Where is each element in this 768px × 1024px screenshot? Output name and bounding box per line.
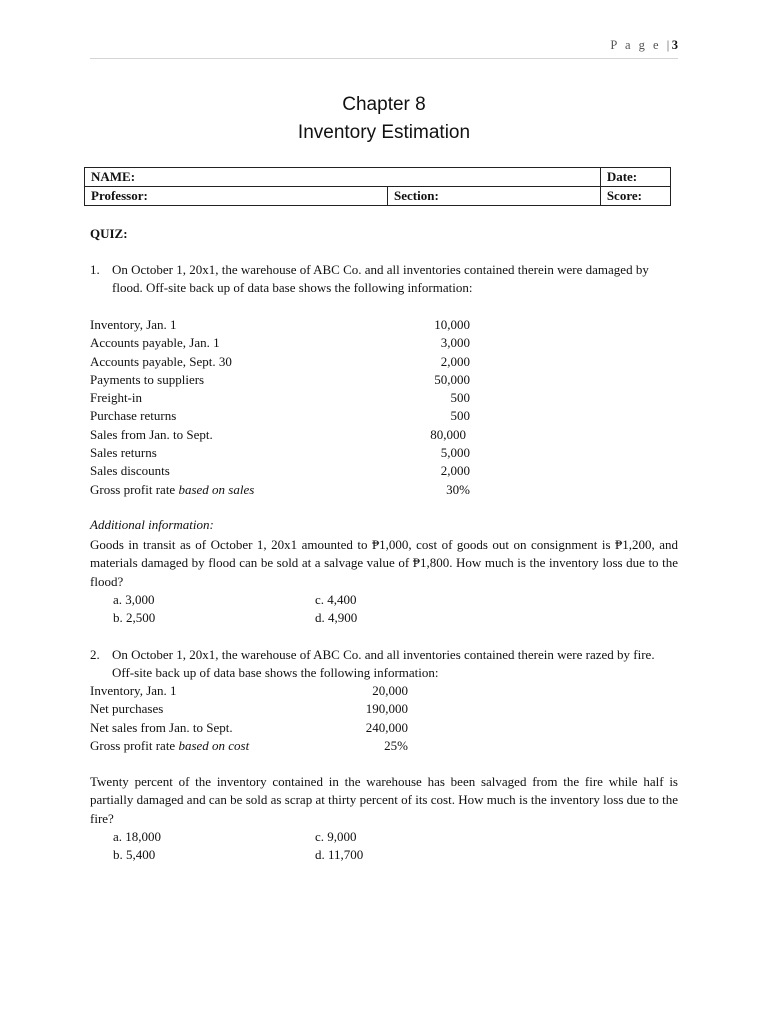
item-label: Gross profit rate bbox=[90, 737, 176, 753]
item-value: 80,000 bbox=[430, 426, 466, 442]
list-item bbox=[90, 700, 408, 718]
item-label: Net sales from Jan. to Sept. bbox=[90, 719, 233, 735]
choice-a[interactable]: a. 18,000 bbox=[113, 829, 162, 844]
item-label: Accounts payable, Jan. 1 bbox=[90, 335, 220, 351]
item-label: Sales from Jan. to Sept. bbox=[90, 426, 213, 442]
item-label: Sales discounts bbox=[90, 463, 170, 479]
item-label: Accounts payable, Sept. 30 bbox=[90, 353, 232, 369]
list-item bbox=[90, 444, 470, 462]
item-label: Net purchases bbox=[90, 701, 164, 717]
item-value: 500 bbox=[450, 390, 470, 406]
item-value: 190,000 bbox=[365, 701, 408, 717]
list-item bbox=[90, 481, 470, 499]
item-label: Freight-in bbox=[90, 390, 142, 406]
q1-additional-text: Goods in transit as of October 1, 20x1 amounted to ₱1,000, cost of goods out on consignment is ₱1,200, and materials damaged by flood can be sold at a salvage value of ₱1,800. How much is the inventory loss due to the flood? bbox=[90, 537, 678, 589]
item-label-italic: based on sales bbox=[178, 481, 255, 497]
choice-d[interactable]: d. 11,700 bbox=[315, 847, 364, 863]
item-label: Inventory, Jan. 1 bbox=[90, 683, 177, 698]
item-value: 5,000 bbox=[440, 445, 470, 461]
date-cell: Date: bbox=[600, 168, 670, 187]
q1-choices bbox=[113, 591, 513, 628]
item-value: 500 bbox=[450, 408, 470, 424]
student-info-table bbox=[84, 167, 671, 206]
professor-cell: Professor: bbox=[85, 187, 388, 206]
page-number: 3 bbox=[671, 38, 678, 52]
q2-data-list bbox=[90, 682, 408, 755]
question-2 bbox=[90, 646, 678, 683]
item-value: 2,000 bbox=[440, 463, 470, 479]
q1-data-list bbox=[90, 316, 470, 499]
choice-b[interactable]: b. 5,400 bbox=[113, 847, 156, 863]
list-item bbox=[90, 462, 470, 480]
item-value: 240,000 bbox=[365, 719, 408, 735]
choice-b[interactable]: b. 2,500 bbox=[113, 610, 156, 626]
item-value: 3,000 bbox=[440, 335, 470, 351]
name-cell: NAME: bbox=[85, 168, 601, 187]
list-item bbox=[90, 737, 408, 755]
item-label: Inventory, Jan. 1 bbox=[90, 317, 177, 332]
list-item bbox=[90, 389, 470, 407]
item-value: 20,000 bbox=[372, 683, 408, 698]
choice-c[interactable]: c. 4,400 bbox=[315, 592, 357, 607]
item-value: 50,000 bbox=[434, 371, 470, 387]
item-value: 2,000 bbox=[440, 353, 470, 369]
page-separator: | bbox=[666, 38, 672, 52]
page-number-header bbox=[610, 38, 678, 53]
item-label-italic: based on cost bbox=[178, 737, 250, 753]
item-label: Gross profit rate bbox=[90, 481, 176, 497]
chapter-title: Chapter 8 bbox=[342, 94, 426, 115]
list-item bbox=[90, 682, 408, 700]
list-item bbox=[90, 353, 470, 371]
choice-c[interactable]: c. 9,000 bbox=[315, 829, 357, 844]
choice-d[interactable]: d. 4,900 bbox=[315, 610, 358, 626]
list-item bbox=[90, 407, 470, 425]
question-text: On October 1, 20x1, the warehouse of ABC Co. and all inventories contained therein were damaged by flood. Off-site back up of data base shows the following information: bbox=[112, 262, 649, 296]
choice-a[interactable]: a. 3,000 bbox=[113, 592, 155, 607]
question-number: 2. bbox=[90, 647, 100, 662]
item-value: 10,000 bbox=[434, 317, 470, 332]
question-number: 1. bbox=[90, 262, 100, 277]
list-item bbox=[90, 316, 470, 334]
list-item bbox=[90, 719, 408, 737]
item-value: 25% bbox=[384, 737, 408, 753]
q2-additional-text: Twenty percent of the inventory contained in the warehouse has been salvaged from the fire while half is partially damaged and can be sold as scrap at thirty percent of its cost. How much is the inventory loss due to the fire? bbox=[90, 774, 678, 826]
item-value: 30% bbox=[446, 481, 470, 497]
section-cell: Section: bbox=[388, 187, 601, 206]
additional-info-label: Additional information: bbox=[90, 517, 214, 532]
list-item bbox=[90, 334, 470, 352]
question-text: On October 1, 20x1, the warehouse of ABC Co. and all inventories contained therein were razed by fire. Off-site back up of data base shows the following information: bbox=[112, 647, 655, 681]
score-cell: Score: bbox=[600, 187, 670, 206]
chapter-subtitle: Inventory Estimation bbox=[297, 122, 471, 143]
quiz-label: QUIZ: bbox=[90, 226, 128, 241]
item-label: Sales returns bbox=[90, 445, 157, 461]
question-1 bbox=[90, 261, 678, 298]
item-label: Payments to suppliers bbox=[90, 371, 205, 387]
header-divider bbox=[90, 58, 678, 59]
list-item bbox=[90, 371, 470, 389]
list-item bbox=[90, 426, 470, 444]
q2-choices bbox=[113, 828, 513, 865]
page-word: P a g e bbox=[610, 38, 662, 52]
item-label: Purchase returns bbox=[90, 408, 177, 424]
